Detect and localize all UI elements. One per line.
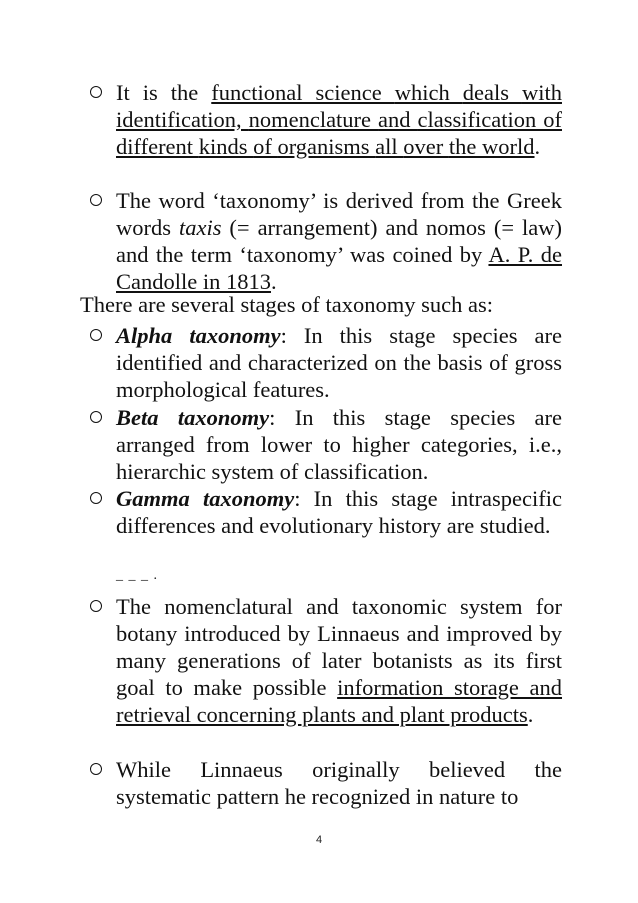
text-run: : In this stage intraspecific differences and evolutionary history are studied. [116,486,562,538]
bullet-text [116,593,562,728]
hollow-circle-bullet-icon [90,194,102,206]
bullet-text [116,79,562,160]
text-run: . [527,702,534,727]
underlined-text: organisms [277,134,376,159]
italic-term: taxis [178,215,222,240]
underlined-text: classification of [417,107,562,132]
bullet-text [116,322,562,403]
stage-term: Gamma taxonomy [116,486,295,511]
bullet-text [116,404,562,485]
hollow-circle-bullet-icon [90,492,102,504]
text-run: . [534,134,541,159]
bullet-text [116,187,562,295]
stage-term: Beta taxonomy [116,405,270,430]
hollow-circle-bullet-icon [90,329,102,341]
underlined-text: information storage and retrieval concerning plants and plant products [116,675,563,727]
bullet-alpha-taxonomy [90,322,562,403]
underlined-text: the world [448,134,535,159]
bullet-linnaeus-system [90,593,562,728]
underlined-text: kinds [198,134,254,159]
hollow-circle-bullet-icon [90,411,102,423]
text-run: . [270,269,277,294]
bullet-taxonomy-definition [90,79,562,160]
underlined-text: over [403,134,449,159]
bullet-beta-taxonomy [90,404,562,485]
bullet-text [116,756,562,810]
hollow-circle-bullet-icon [90,763,102,775]
stage-term: Alpha taxonomy [116,323,281,348]
text-run: It is the [116,80,212,105]
underlined-text: which [394,80,463,105]
underlined-text: with identification, [116,80,562,132]
text-run: The nomenclatural and taxonomic system for botany introduced by Linnaeus and improved by many generations of later botanists as its first goal to make possible [116,594,562,700]
bullet-linnaeus-belief [90,756,562,810]
bullet-text [116,485,562,539]
underlined-text: deals [462,80,522,105]
bullet-taxonomy-origin [90,187,562,295]
underlined-text: different [116,134,199,159]
underlined-text: and [378,107,418,132]
stages-intro: There are several stages of taxonomy such as: [80,292,493,317]
ellipsis-dashes: _ _ _ . [116,568,158,583]
text-run: (= arrangement) and nomos (= law) and the term ‘taxonomy’ was coined by [116,215,563,267]
hollow-circle-bullet-icon [90,86,102,98]
underlined-text: of [253,134,278,159]
underlined-text: all [375,134,404,159]
underlined-text: science [315,80,395,105]
page-number: 4 [315,834,323,846]
text-run: The word ‘taxonomy’ is derived from the Greek words [116,188,562,240]
text-run: While Linnaeus originally believed the systematic pattern he recognized in nature to [116,757,562,809]
bullet-gamma-taxonomy [90,485,562,539]
hollow-circle-bullet-icon [90,600,102,612]
underlined-text: nomenclature [248,107,379,132]
underlined-text: A. P. de Candolle in 1813 [116,242,562,294]
underlined-text: functional [211,80,316,105]
text-run: : In this stage species are arranged from lower to higher categories, i.e., hierarchic system of classification. [116,405,563,484]
text-run: : In this stage species are identified and characterized on the basis of gross morphological features. [116,323,562,402]
